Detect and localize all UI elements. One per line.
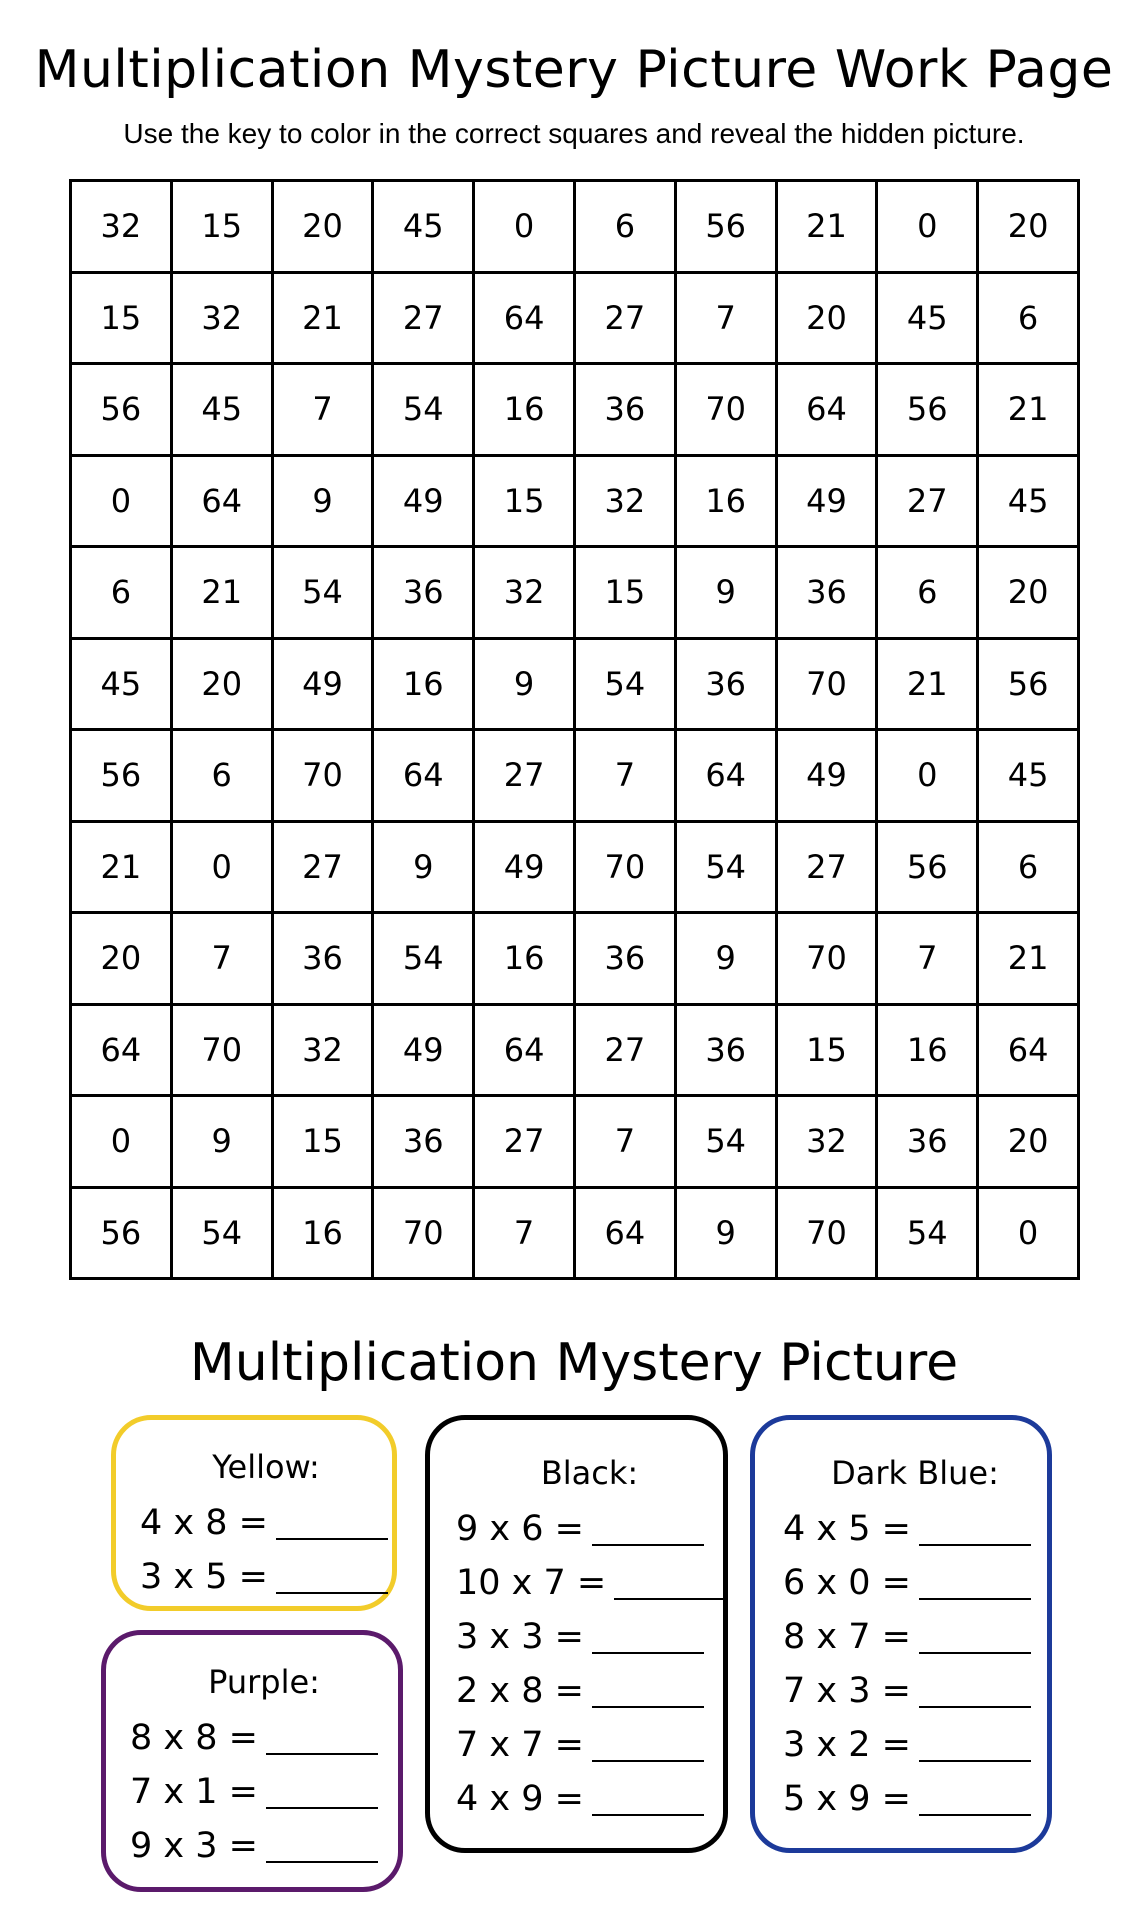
grid-cell[interactable]: 56 [877, 821, 978, 913]
equation-text: 4 x 9 = [456, 1779, 584, 1819]
grid-cell[interactable]: 0 [71, 455, 172, 547]
grid-cell[interactable]: 27 [373, 272, 474, 364]
answer-blank[interactable] [919, 1814, 1031, 1816]
grid-cell[interactable]: 49 [373, 1004, 474, 1096]
equation-text: 4 x 5 = [783, 1509, 911, 1549]
grid-cell[interactable]: 9 [675, 547, 776, 639]
grid-cell[interactable]: 56 [978, 638, 1079, 730]
answer-blank[interactable] [592, 1760, 704, 1762]
answer-blank[interactable] [592, 1814, 704, 1816]
grid-cell[interactable]: 64 [474, 272, 575, 364]
answer-blank[interactable] [919, 1598, 1031, 1600]
grid-cell[interactable]: 9 [675, 913, 776, 1005]
grid-cell[interactable]: 6 [574, 181, 675, 273]
equation-text: 8 x 7 = [783, 1617, 911, 1657]
grid-cell[interactable]: 49 [776, 730, 877, 822]
grid-cell[interactable]: 20 [978, 547, 1079, 639]
equation-line [783, 1664, 1047, 1718]
equation-text: 8 x 8 = [130, 1718, 258, 1758]
grid-cell[interactable]: 0 [877, 730, 978, 822]
grid-cell[interactable]: 9 [675, 1187, 776, 1279]
grid-cell[interactable]: 32 [474, 547, 575, 639]
grid-cell[interactable]: 15 [574, 547, 675, 639]
grid-cell[interactable]: 0 [171, 821, 272, 913]
answer-blank[interactable] [919, 1544, 1031, 1546]
grid-cell[interactable]: 27 [776, 821, 877, 913]
answer-blank[interactable] [919, 1706, 1031, 1708]
answer-blank[interactable] [266, 1861, 378, 1863]
grid-cell[interactable]: 21 [776, 181, 877, 273]
grid-cell[interactable]: 21 [272, 272, 373, 364]
grid-cell[interactable]: 27 [474, 730, 575, 822]
grid-cell[interactable]: 7 [675, 272, 776, 364]
answer-blank[interactable] [276, 1592, 388, 1594]
grid-cell[interactable]: 9 [171, 1096, 272, 1188]
grid-row [71, 1004, 1079, 1096]
grid-cell[interactable]: 64 [776, 364, 877, 456]
grid-cell[interactable]: 16 [474, 913, 575, 1005]
grid-cell[interactable]: 21 [171, 547, 272, 639]
grid-cell[interactable]: 0 [474, 181, 575, 273]
grid-cell[interactable]: 64 [574, 1187, 675, 1279]
grid-row [71, 913, 1079, 1005]
grid-cell[interactable]: 70 [574, 821, 675, 913]
grid-cell[interactable]: 70 [675, 364, 776, 456]
instructions: Use the key to color in the correct squares and reveal the hidden picture. [123, 118, 1025, 149]
grid-row [71, 1096, 1079, 1188]
grid-row [71, 455, 1079, 547]
grid-cell[interactable]: 0 [978, 1187, 1079, 1279]
grid-cell[interactable]: 54 [373, 364, 474, 456]
grid-row [71, 181, 1079, 273]
equation-line [783, 1772, 1047, 1826]
grid-cell[interactable]: 27 [272, 821, 373, 913]
equation-text: 4 x 8 = [140, 1503, 268, 1543]
grid-cell[interactable]: 54 [373, 913, 474, 1005]
grid-cell[interactable]: 32 [574, 455, 675, 547]
answer-blank[interactable] [614, 1598, 726, 1600]
grid-cell[interactable]: 15 [272, 1096, 373, 1188]
grid-cell[interactable]: 9 [373, 821, 474, 913]
grid-cell[interactable]: 7 [574, 730, 675, 822]
grid-cell[interactable]: 45 [71, 638, 172, 730]
grid-cell[interactable]: 54 [272, 547, 373, 639]
purple-key-title: Purple: [208, 1663, 320, 1701]
black-key-title: Black: [540, 1454, 639, 1492]
grid-cell[interactable]: 20 [776, 272, 877, 364]
grid-cell[interactable]: 64 [71, 1004, 172, 1096]
dark-blue-key-title: Dark Blue: [831, 1454, 999, 1492]
grid-cell[interactable]: 6 [71, 547, 172, 639]
grid-cell[interactable]: 27 [574, 272, 675, 364]
grid-cell[interactable]: 16 [474, 364, 575, 456]
grid-cell[interactable]: 36 [675, 638, 776, 730]
grid-cell[interactable]: 16 [272, 1187, 373, 1279]
grid-cell[interactable]: 32 [272, 1004, 373, 1096]
grid-cell[interactable]: 45 [877, 272, 978, 364]
grid-cell[interactable]: 70 [373, 1187, 474, 1279]
equation-line [456, 1718, 723, 1772]
equation-line [456, 1556, 723, 1610]
grid-cell[interactable]: 21 [877, 638, 978, 730]
equation-line [456, 1664, 723, 1718]
equation-text: 3 x 3 = [456, 1617, 584, 1657]
grid-cell[interactable]: 49 [272, 638, 373, 730]
equation-line [130, 1819, 398, 1873]
grid-cell[interactable]: 0 [877, 181, 978, 273]
equation-text: 3 x 5 = [140, 1557, 268, 1597]
grid-cell[interactable]: 27 [474, 1096, 575, 1188]
key-title: Multiplication Mystery Picture [189, 1333, 959, 1393]
grid-cell[interactable]: 32 [171, 272, 272, 364]
grid-cell[interactable]: 64 [978, 1004, 1079, 1096]
answer-blank[interactable] [266, 1753, 378, 1755]
grid-row [71, 730, 1079, 822]
grid-cell[interactable]: 56 [71, 364, 172, 456]
grid-cell[interactable]: 54 [877, 1187, 978, 1279]
grid-cell[interactable]: 64 [373, 730, 474, 822]
equation-line [456, 1610, 723, 1664]
grid-cell[interactable]: 54 [675, 821, 776, 913]
equation-line [783, 1502, 1047, 1556]
answer-blank[interactable] [592, 1652, 704, 1654]
grid-cell[interactable]: 7 [272, 364, 373, 456]
equation-line [783, 1610, 1047, 1664]
grid-cell[interactable]: 36 [574, 913, 675, 1005]
yellow-key-box [111, 1415, 397, 1611]
grid-cell[interactable]: 20 [272, 181, 373, 273]
grid-cell[interactable]: 45 [373, 181, 474, 273]
grid-cell[interactable]: 45 [978, 730, 1079, 822]
grid-cell[interactable]: 49 [474, 821, 575, 913]
grid-cell[interactable]: 36 [373, 547, 474, 639]
grid-row [71, 547, 1079, 639]
grid-cell[interactable]: 27 [574, 1004, 675, 1096]
yellow-key-title: Yellow: [212, 1448, 320, 1486]
equation-line [130, 1711, 398, 1765]
grid-cell[interactable]: 20 [978, 1096, 1079, 1188]
black-key-box [425, 1415, 728, 1853]
grid-row [71, 272, 1079, 364]
equation-text: 10 x 7 = [456, 1563, 607, 1603]
grid-cell[interactable]: 15 [474, 455, 575, 547]
equation-line [456, 1502, 723, 1556]
grid-cell[interactable]: 27 [877, 455, 978, 547]
answer-blank[interactable] [592, 1544, 704, 1546]
grid-cell[interactable]: 9 [272, 455, 373, 547]
grid-cell[interactable]: 32 [776, 1096, 877, 1188]
grid-cell[interactable]: 45 [171, 364, 272, 456]
answer-blank[interactable] [592, 1706, 704, 1708]
grid-cell[interactable]: 36 [574, 364, 675, 456]
equation-line [140, 1496, 392, 1550]
dark-blue-key-box [750, 1415, 1052, 1853]
grid-cell[interactable]: 20 [71, 913, 172, 1005]
grid-cell[interactable]: 15 [776, 1004, 877, 1096]
grid-cell[interactable]: 6 [978, 821, 1079, 913]
grid-cell[interactable]: 15 [171, 181, 272, 273]
grid-cell[interactable]: 70 [171, 1004, 272, 1096]
equation-text: 7 x 1 = [130, 1772, 258, 1812]
grid-cell[interactable]: 56 [71, 730, 172, 822]
grid-row [71, 1187, 1079, 1279]
grid-cell[interactable]: 36 [776, 547, 877, 639]
purple-key-box [101, 1630, 403, 1892]
grid-cell[interactable]: 64 [171, 455, 272, 547]
equation-line [140, 1550, 392, 1604]
grid-row [71, 821, 1079, 913]
grid-cell[interactable]: 7 [877, 913, 978, 1005]
grid-cell[interactable]: 49 [373, 455, 474, 547]
answer-blank[interactable] [919, 1760, 1031, 1762]
grid-cell[interactable]: 0 [71, 1096, 172, 1188]
equation-text: 7 x 7 = [456, 1725, 584, 1765]
equation-line [130, 1765, 398, 1819]
equation-text: 9 x 3 = [130, 1826, 258, 1866]
grid-cell[interactable]: 36 [272, 913, 373, 1005]
grid-cell[interactable]: 15 [71, 272, 172, 364]
grid-cell[interactable]: 45 [978, 455, 1079, 547]
grid-cell[interactable]: 49 [776, 455, 877, 547]
grid-cell[interactable]: 56 [71, 1187, 172, 1279]
grid-cell[interactable]: 70 [776, 638, 877, 730]
answer-blank[interactable] [266, 1807, 378, 1809]
grid-cell[interactable]: 16 [675, 455, 776, 547]
grid-cell[interactable]: 16 [373, 638, 474, 730]
equation-text: 6 x 0 = [783, 1563, 911, 1603]
grid-cell[interactable]: 70 [272, 730, 373, 822]
page-title: Multiplication Mystery Picture Work Page [34, 40, 1114, 100]
grid-cell[interactable]: 6 [171, 730, 272, 822]
grid-cell[interactable]: 54 [171, 1187, 272, 1279]
grid-cell[interactable]: 16 [877, 1004, 978, 1096]
grid-cell[interactable]: 6 [877, 547, 978, 639]
grid-row [71, 638, 1079, 730]
answer-blank[interactable] [919, 1652, 1031, 1654]
equation-line [783, 1556, 1047, 1610]
grid-cell[interactable]: 7 [474, 1187, 575, 1279]
equation-line [456, 1772, 723, 1826]
equation-text: 9 x 6 = [456, 1509, 584, 1549]
grid-cell[interactable]: 56 [877, 364, 978, 456]
grid-cell[interactable]: 54 [675, 1096, 776, 1188]
grid-cell[interactable]: 20 [171, 638, 272, 730]
equation-text: 3 x 2 = [783, 1725, 911, 1765]
grid-cell[interactable]: 32 [71, 181, 172, 273]
number-grid [69, 179, 1080, 1280]
answer-blank[interactable] [276, 1538, 388, 1540]
equation-text: 5 x 9 = [783, 1779, 911, 1819]
grid-cell[interactable]: 36 [373, 1096, 474, 1188]
grid-cell[interactable]: 21 [978, 913, 1079, 1005]
grid-cell[interactable]: 21 [978, 364, 1079, 456]
grid-cell[interactable]: 56 [675, 181, 776, 273]
grid-cell[interactable]: 70 [776, 913, 877, 1005]
equation-line [783, 1718, 1047, 1772]
grid-cell[interactable]: 7 [171, 913, 272, 1005]
grid-cell[interactable]: 54 [574, 638, 675, 730]
grid-cell[interactable]: 64 [675, 730, 776, 822]
grid-cell[interactable]: 7 [574, 1096, 675, 1188]
grid-row [71, 364, 1079, 456]
grid-cell[interactable]: 36 [877, 1096, 978, 1188]
grid-cell[interactable]: 36 [675, 1004, 776, 1096]
grid-cell[interactable]: 6 [978, 272, 1079, 364]
grid-cell[interactable]: 64 [474, 1004, 575, 1096]
grid-cell[interactable]: 9 [474, 638, 575, 730]
equation-text: 2 x 8 = [456, 1671, 584, 1711]
grid-cell[interactable]: 21 [71, 821, 172, 913]
equation-text: 7 x 3 = [783, 1671, 911, 1711]
grid-cell[interactable]: 20 [978, 181, 1079, 273]
grid-cell[interactable]: 70 [776, 1187, 877, 1279]
